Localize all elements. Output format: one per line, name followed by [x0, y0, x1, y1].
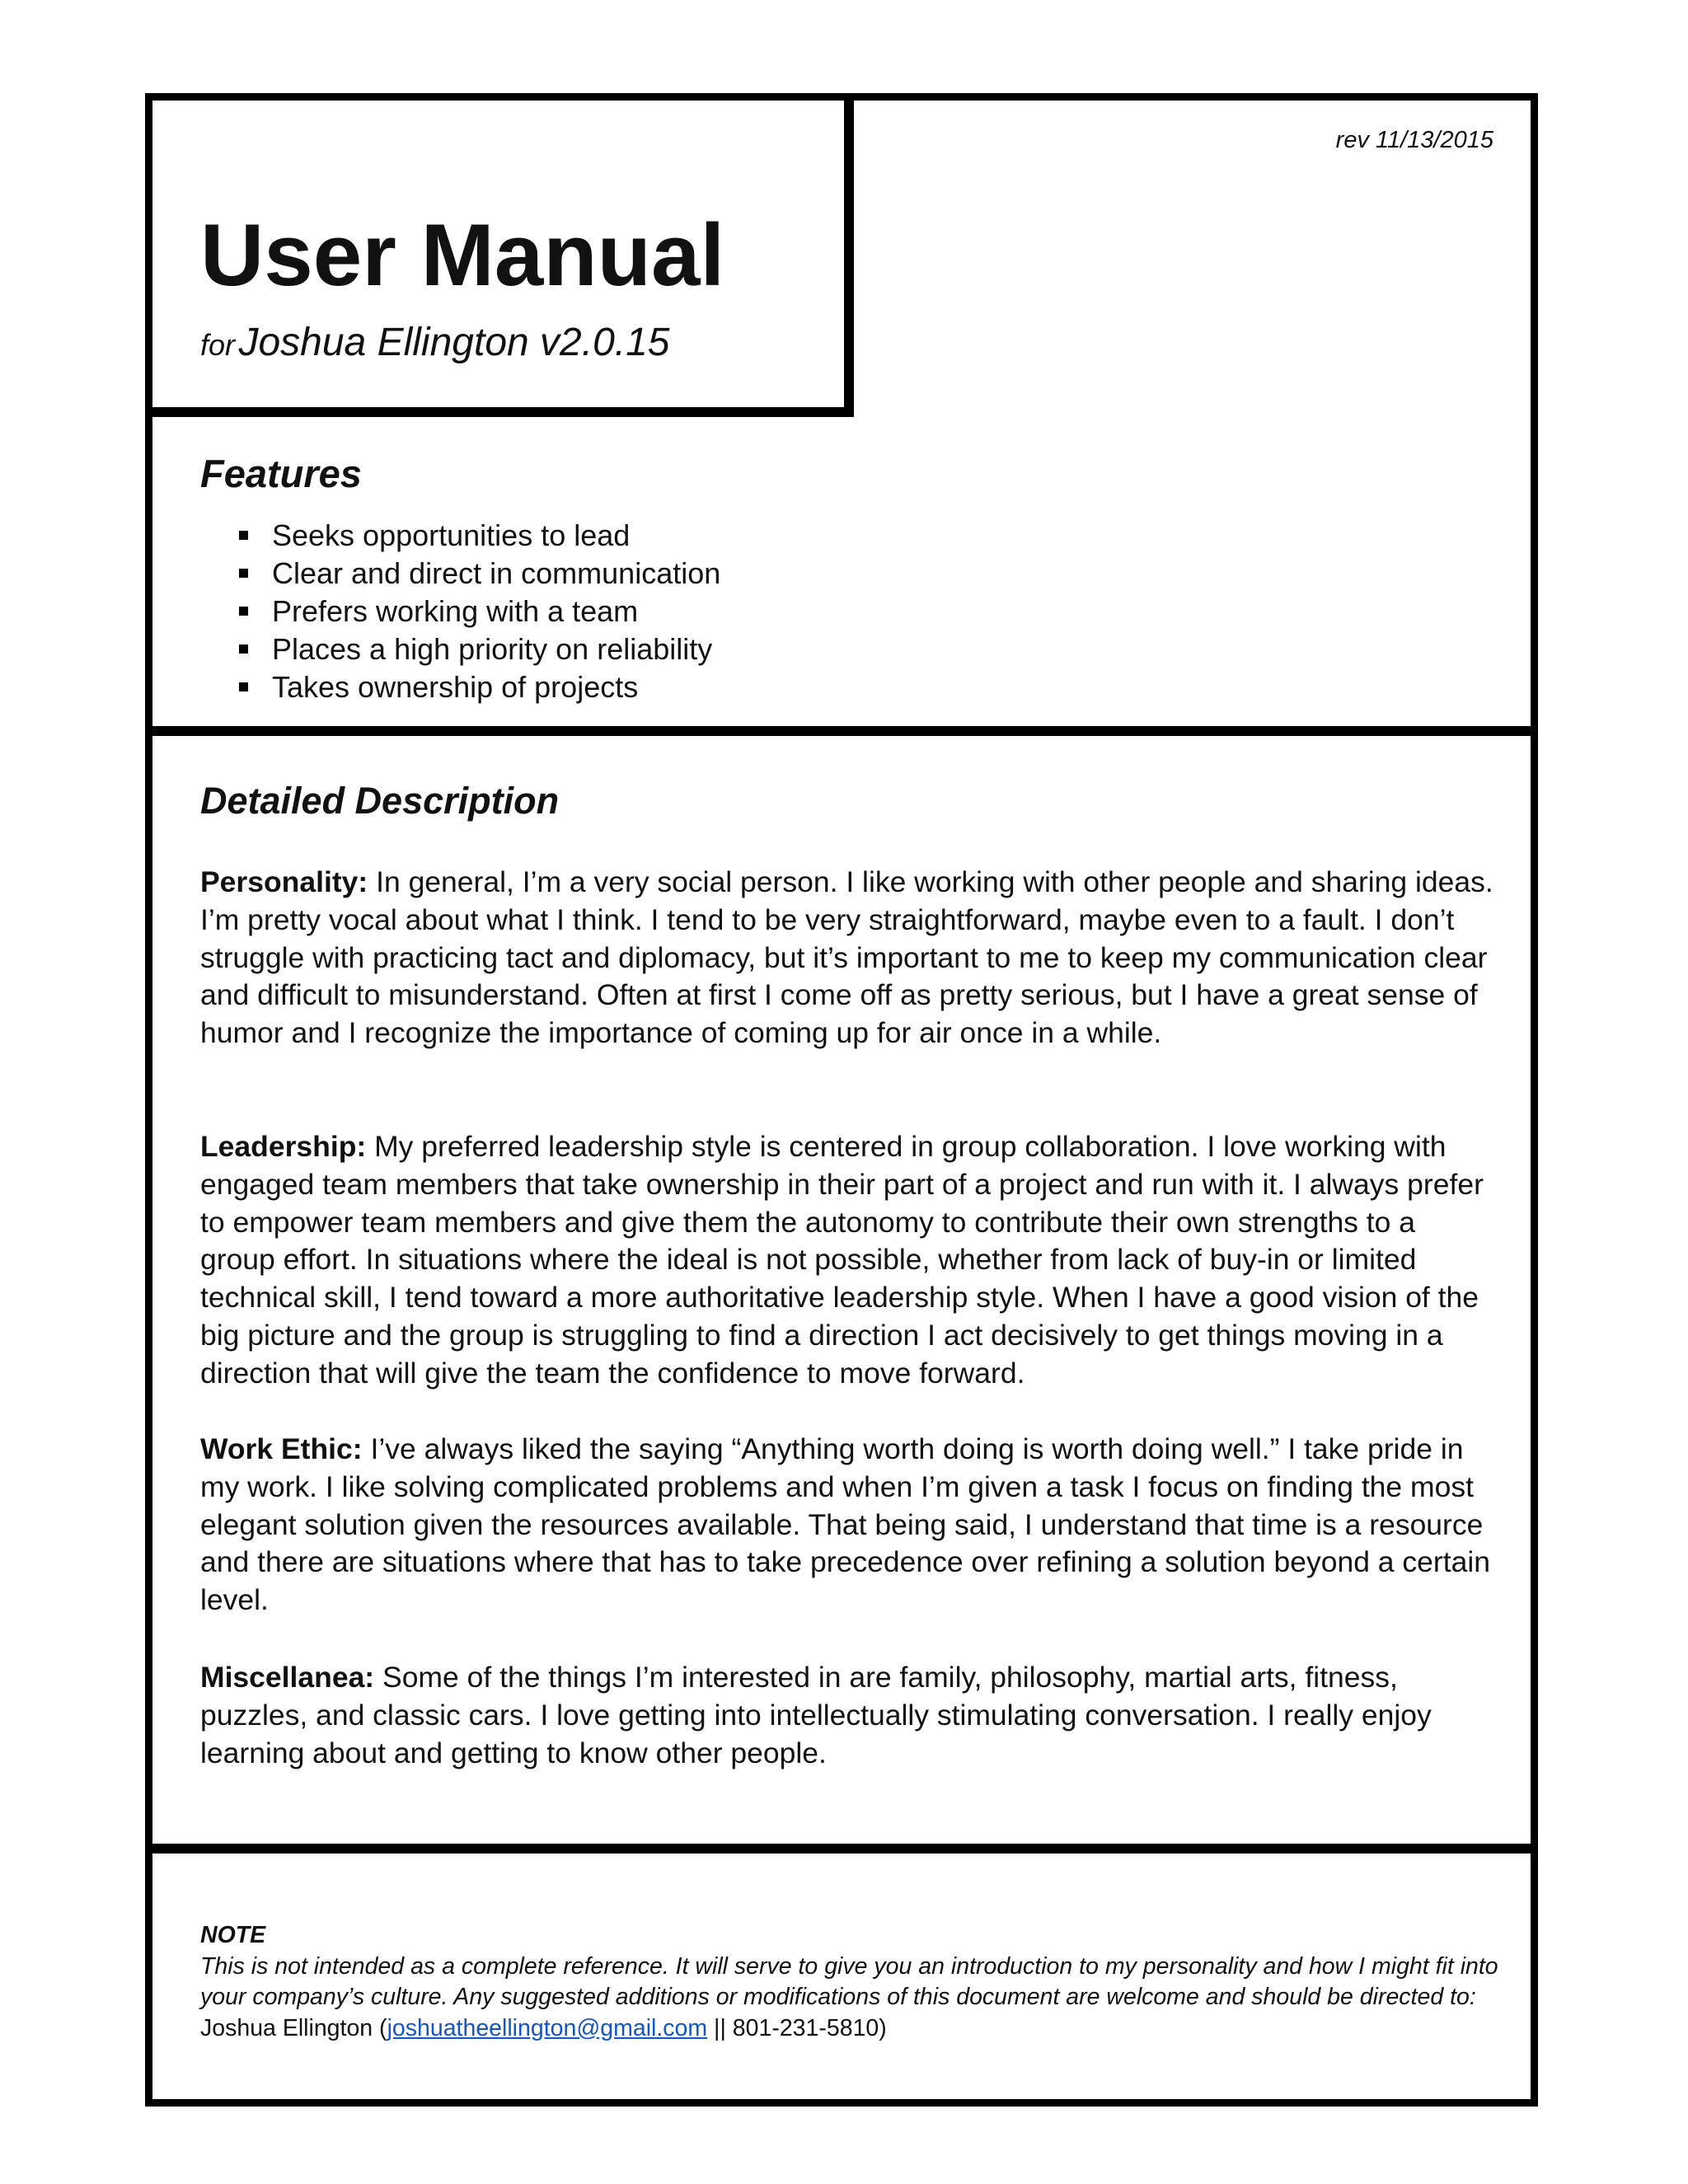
- list-item: [239, 593, 720, 630]
- bullet-icon: [239, 682, 248, 691]
- miscellanea-paragraph: [200, 1659, 1494, 1772]
- personality-paragraph: [200, 864, 1494, 1052]
- feature-text: Prefers working with a team: [272, 594, 639, 628]
- paragraph-text: I’ve always liked the saying “Anything worth doing is worth doing well.” I take pride in my work. I like solving complicated problems and when I’m given a task I focus on finding the most elegant solution given the resources available. That being said, I understand that time is a resource and there are situations where that has to take precedence over refining a solution beyond a certain level.: [200, 1432, 1490, 1617]
- paragraph-label: Miscellanea:: [200, 1661, 375, 1694]
- bullet-icon: [239, 531, 248, 540]
- list-item: [239, 668, 720, 706]
- feature-text: Places a high priority on reliability: [272, 632, 713, 666]
- page-title: User Manual: [200, 205, 725, 304]
- subtitle-name: Joshua Ellington v2.0.15: [238, 321, 670, 364]
- list-item: [239, 517, 720, 555]
- feature-text: Takes ownership of projects: [272, 670, 639, 704]
- revision-date: rev 11/13/2015: [1335, 127, 1493, 153]
- bullet-icon: [239, 644, 248, 654]
- contact-name: Joshua Ellington (: [200, 2014, 387, 2041]
- section-divider: [145, 1844, 1538, 1854]
- paragraph-label: Leadership:: [200, 1130, 367, 1163]
- work-ethic-paragraph: [200, 1431, 1494, 1619]
- features-list: [239, 517, 720, 706]
- subtitle-for: for: [200, 328, 236, 362]
- list-item: [239, 630, 720, 668]
- description-heading: Detailed Description: [200, 780, 560, 822]
- subtitle: [200, 323, 670, 363]
- bullet-icon: [239, 607, 248, 616]
- paragraph-text: In general, I’m a very social person. I like working with other people and sharing ideas. I’m pretty vocal about what I think. I tend to be very straightforward, maybe even to a fault. I don’t struggle with practicing tact and diplomacy, but it’s important to me to keep my communication clear and difficult to misunderstand. Often at first I come off as pretty serious, but I have a great sense of humor and I recognize the importance of coming up for air once in a while.: [200, 865, 1493, 1050]
- list-item: [239, 555, 720, 593]
- email-link[interactable]: joshuatheellington@gmail.com: [387, 2014, 708, 2041]
- note-title: NOTE: [200, 1922, 266, 1948]
- paragraph-label: Work Ethic:: [200, 1432, 363, 1465]
- section-divider: [145, 726, 1538, 736]
- note-text: This is not intended as a complete reference. It will serve to give you an introduction to my personality and how I might fit into your company’s culture. Any suggested additions or modifications of this document are welcome and should be directed to:: [200, 1952, 1498, 2010]
- bullet-icon: [239, 569, 248, 578]
- note-section: [200, 1920, 1503, 2044]
- contact-phone: || 801-231-5810): [707, 2014, 887, 2041]
- feature-text: Seeks opportunities to lead: [272, 518, 631, 552]
- leadership-paragraph: [200, 1128, 1494, 1393]
- features-heading: Features: [200, 452, 362, 495]
- paragraph-text: My preferred leadership style is centered in group collaboration. I love working with engaged team members that take ownership in their part of a project and run with it. I always prefer to empower team members and give them the autonomy to contribute their own strengths to a group effort. In situations where the ideal is not possible, whether from lack of buy-in or limited technical skill, I tend toward a more authoritative leadership style. When I have a good vision of the big picture and the group is struggling to find a direction I act decisively to get things moving in a direction that will give the team the confidence to move forward.: [200, 1130, 1484, 1390]
- feature-text: Clear and direct in communication: [272, 556, 721, 590]
- paragraph-text: Some of the things I’m interested in are family, philosophy, martial arts, fitness, puzzles, and classic cars. I love getting into intellectually stimulating conversation. I really enjoy learning about and getting to know other people.: [200, 1661, 1432, 1769]
- paragraph-label: Personality:: [200, 865, 368, 898]
